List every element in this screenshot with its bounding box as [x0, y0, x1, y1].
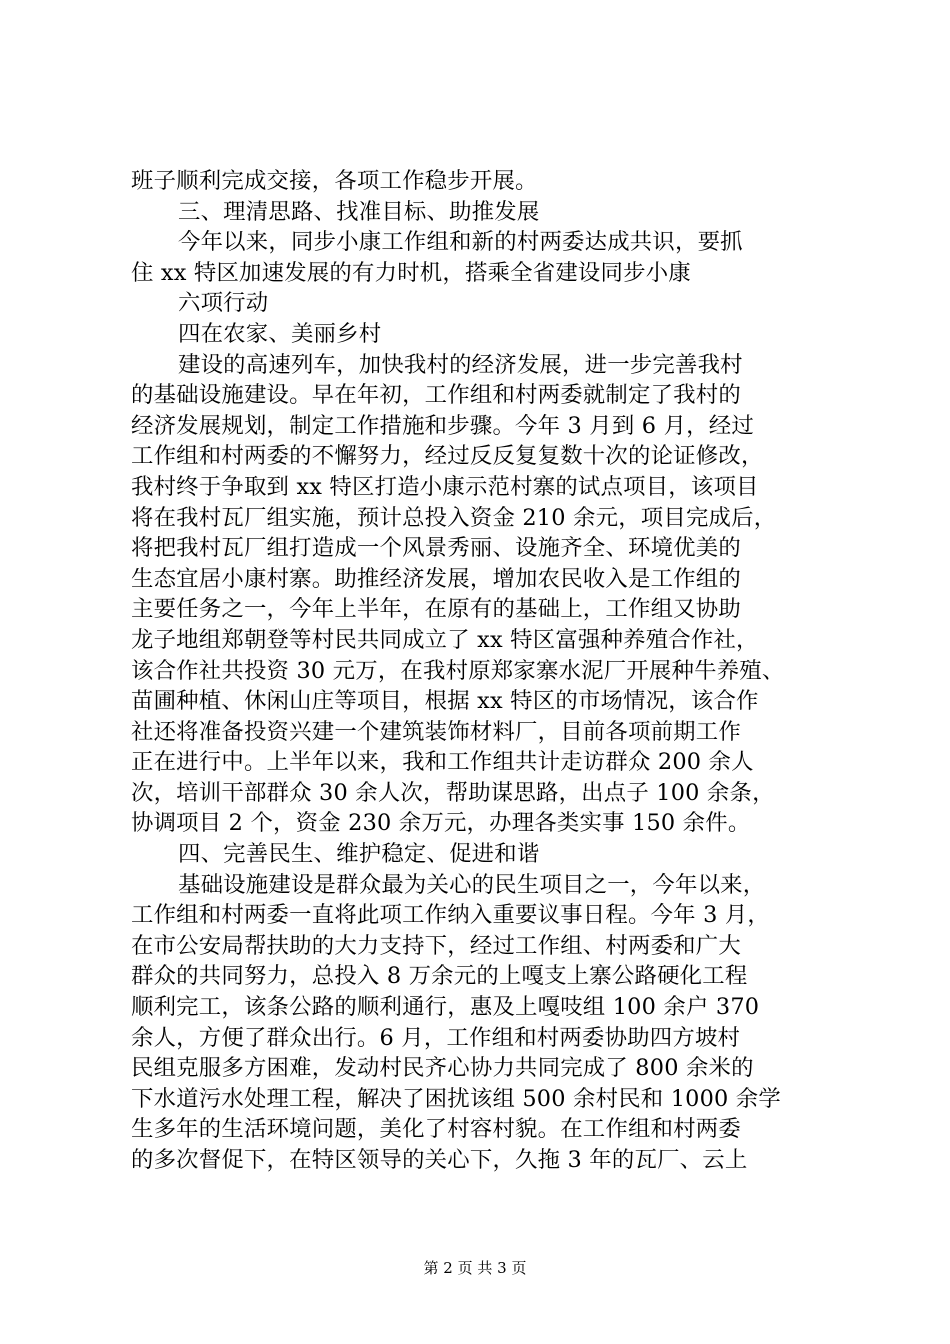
text-line: 工作组和村两委一直将此项工作纳入重要议事日程。今年 3 月，: [131, 902, 771, 929]
text-line: 余人，方便了群众出行。6 月，工作组和村两委协助四方坡村: [131, 1024, 741, 1051]
text-line: 龙子地组郑朝登等村民共同成立了 xx 特区富强种养殖合作社，: [131, 626, 759, 653]
text-line: 苗圃种植、休闲山庄等项目，根据 xx 特区的市场情况，该合作: [131, 688, 759, 715]
text-line: 的基础设施建设。早在年初，工作组和村两委就制定了我村的: [131, 382, 741, 409]
text-line: 四在农家、美丽乡村: [178, 320, 382, 347]
text-line: 该合作社共投资 30 元万，在我村原郑家寨水泥厂开展种牛养殖、: [131, 657, 785, 684]
text-line: 社还将准备投资兴建一个建筑装饰材料厂，目前各项前期工作: [131, 718, 741, 745]
body-text: [131, 166, 831, 1176]
text-line: 主要任务之一，今年上半年，在原有的基础上，工作组又协助: [131, 596, 741, 623]
text-line: 正在进行中。上半年以来，我和工作组共计走访群众 200 余人: [131, 749, 754, 776]
text-line: 生态宜居小康村寨。助推经济发展，增加农民收入是工作组的: [131, 565, 741, 592]
text-line: 的多次督促下，在特区领导的关心下，久拖 3 年的瓦厂、云上: [131, 1147, 748, 1173]
text-line: 四、完善民生、维护稳定、促进和谐: [178, 841, 540, 868]
text-line: 下水道污水处理工程，解决了困扰该组 500 余村民和 1000 余学: [131, 1085, 781, 1112]
text-line: 工作组和村两委的不懈努力，经过反反复复数十次的论证修改，: [131, 443, 764, 470]
text-line: 今年以来，同步小康工作组和新的村两委达成共识，要抓: [178, 229, 743, 256]
text-line: 三、理清思路、找准目标、助推发展: [178, 198, 540, 225]
text-line: 将在我村瓦厂组实施，预计总投入资金 210 余元，项目完成后，: [131, 504, 777, 531]
text-line: 建设的高速列车，加快我村的经济发展，进一步完善我村: [178, 351, 743, 378]
text-line: 基础设施建设是群众最为关心的民生项目之一，今年以来，: [178, 871, 766, 898]
text-line: 顺利完工，该条公路的顺利通行，惠及上嘎吱组 100 余户 370: [131, 994, 760, 1021]
text-line: 住 xx 特区加速发展的有力时机，搭乘全省建设同步小康: [131, 259, 691, 286]
page-footer: 第 2 页 共 3 页: [423, 1259, 527, 1277]
text-line: 生多年的生活环境问题，美化了村容村貌。在工作组和村两委: [131, 1116, 741, 1143]
text-line: 六项行动: [178, 290, 269, 317]
text-line: 次，培训干部群众 30 余人次，帮助谋思路，出点子 100 余条，: [131, 779, 775, 806]
text-line: 在市公安局帮扶助的大力支持下，经过工作组、村两委和广大: [131, 932, 741, 959]
text-line: 班子顺利完成交接，各项工作稳步开展。: [131, 168, 538, 194]
text-line: 经济发展规划，制定工作措施和步骤。今年 3 月到 6 月，经过: [131, 412, 754, 439]
text-line: 我村终于争取到 xx 特区打造小康示范村寨的试点项目，该项目: [131, 473, 759, 500]
text-line: 协调项目 2 个，资金 230 余万元，办理各类实事 150 余件。: [131, 810, 751, 837]
text-line: 群众的共同努力，总投入 8 万余元的上嘎支上寨公路硬化工程: [131, 963, 748, 990]
text-line: 民组克服多方困难，发动村民齐心协力共同完成了 800 余米的: [131, 1055, 754, 1082]
text-line: 将把我村瓦厂组打造成一个风景秀丽、设施齐全、环境优美的: [131, 535, 741, 562]
